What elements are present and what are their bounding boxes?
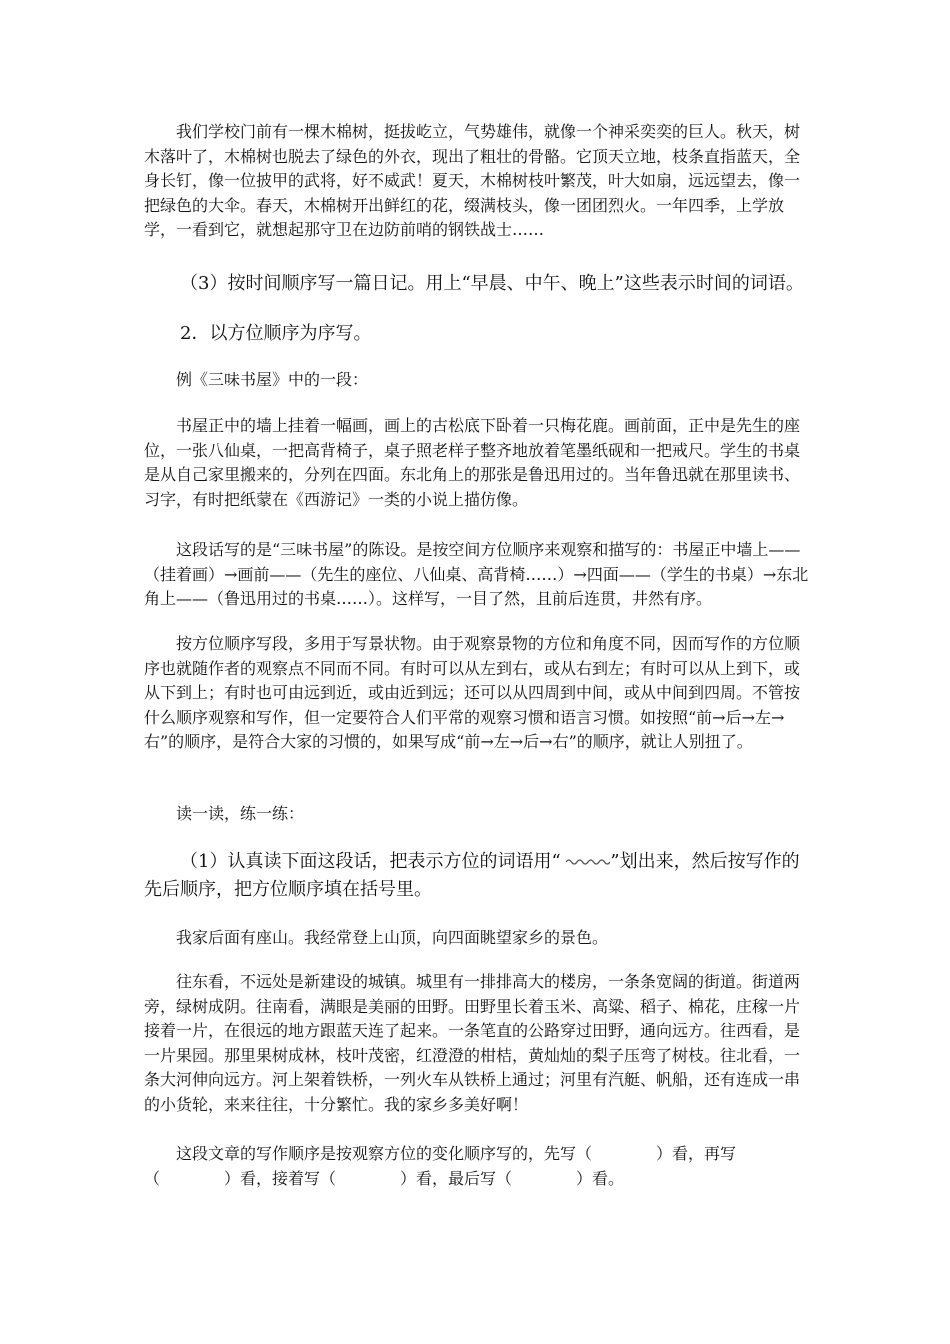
exercise-1-text-after: ”划出来，然后按写作的先后顺序，把方位顺序填在括号里。 — [144, 851, 800, 900]
paragraph-analysis: 这段话写的是“三味书屋”的陈设。是按空间方位顺序来观察和描写的：书屋正中墙上——（挂着画）→画前——（先生的座位、八仙桌、高背椅……）→四面——（学生的书桌）→东北角上——（鲁迅用过的书桌……）。这样写，一目了然，且前后连贯，井然有序。 — [144, 540, 809, 608]
wavy-underline-icon — [566, 857, 610, 867]
paragraph-hometown-intro: 我家后面有座山。我经常登上山顶，向四面眺望家乡的景色。 — [176, 928, 609, 947]
paragraph-kapok-tree: 我们学校门前有一棵木棉树，挺拔屹立，气势雄伟，就像一个神采奕奕的巨人。秋天，树木落叶了，木棉树也脱去了绿色的外衣，现出了粗壮的骨骼。它顶天立地，枝条直指蓝天，全身长钉，像一位披甲的武将，好不威武！夏天，木棉树枝叶繁茂，叶大如扇，远远望去，像一把绿色的大伞。春天，木棉树开出鲜红的花，缀满枝头，像一团团烈火。一年四季，上学放学，一看到它，就想起那守卫在边防前哨的钢铁战士…… — [144, 122, 801, 239]
paragraph-sanwei-study: 书屋正中的墙上挂着一幅画，画上的古松底下卧着一只梅花鹿。画前面，正中是先生的座位，一张八仙桌，一把高背椅子，桌子照老样子整齐地放着笔墨纸砚和一把戒尺。学生的书桌是从自己家里搬来的，分列在四面。东北角上的那张是鲁迅用过的。当年鲁迅就在那里读书、习字，有时把纸蒙在《西游记》一类的小说上描仿像。 — [144, 416, 801, 509]
fill-in-blanks-question: 这段文章的写作顺序是按观察方位的变化顺序写的，先写（ ）看，再写（ ）看，接着写（ ）看，最后写（ ）看。 — [144, 1144, 737, 1188]
practice-heading: 读一读，练一练： — [176, 804, 305, 823]
paragraph-hometown-views: 往东看，不远处是新建设的城镇。城里有一排排高大的楼房，一条条宽阔的街道。街道两旁，绿树成阴。往南看，满眼是美丽的田野。田野里长着玉米、高粱、稻子、棉花，庄稼一片接着一片，在很远的地方跟蓝天连了起来。一条笔直的公路穿过田野，通向远方。往西看，是一片果园。那里果树成林，枝叶茂密，红澄澄的柑桔，黄灿灿的梨子压弯了树枝。往北看，一条大河伸向远方。河上架着铁桥，一列火车从铁桥上通过；河里有汽艇、帆船，还有连成一串的小货轮，来来往往，十分繁忙。我的家乡多美好啊！ — [144, 972, 801, 1114]
section-heading-direction-order: 2．以方位顺序为序写。 — [180, 323, 372, 344]
exercise-1-instructions — [144, 848, 814, 904]
exercise-3-diary: （3）按时间顺序写一篇日记。用上“早晨、中午、晚上”这些表示时间的词语。 — [180, 273, 804, 294]
exercise-1-text-before: （1）认真读下面这段话，把表示方位的词语用“ — [180, 851, 567, 872]
example-intro: 例《三味书屋》中的一段： — [176, 370, 369, 389]
paragraph-direction-writing: 按方位顺序写段，多用于写景状物。由于观察景物的方位和角度不同，因而写作的方位顺序也就随作者的观察点不同而不同。有时可以从左到右，或从右到左；有时可以从上到下，或从下到上；有时也可由远到近，或由近到远；还可以从四周到中间，或从中间到四周。不管按什么顺序观察和写作，但一定要符合人们平常的观察习惯和语言习惯。如按照“前→后→左→右”的顺序，是符合大家的习惯的，如果写成“前→左→后→右”的顺序，就让人别扭了。 — [144, 634, 801, 751]
